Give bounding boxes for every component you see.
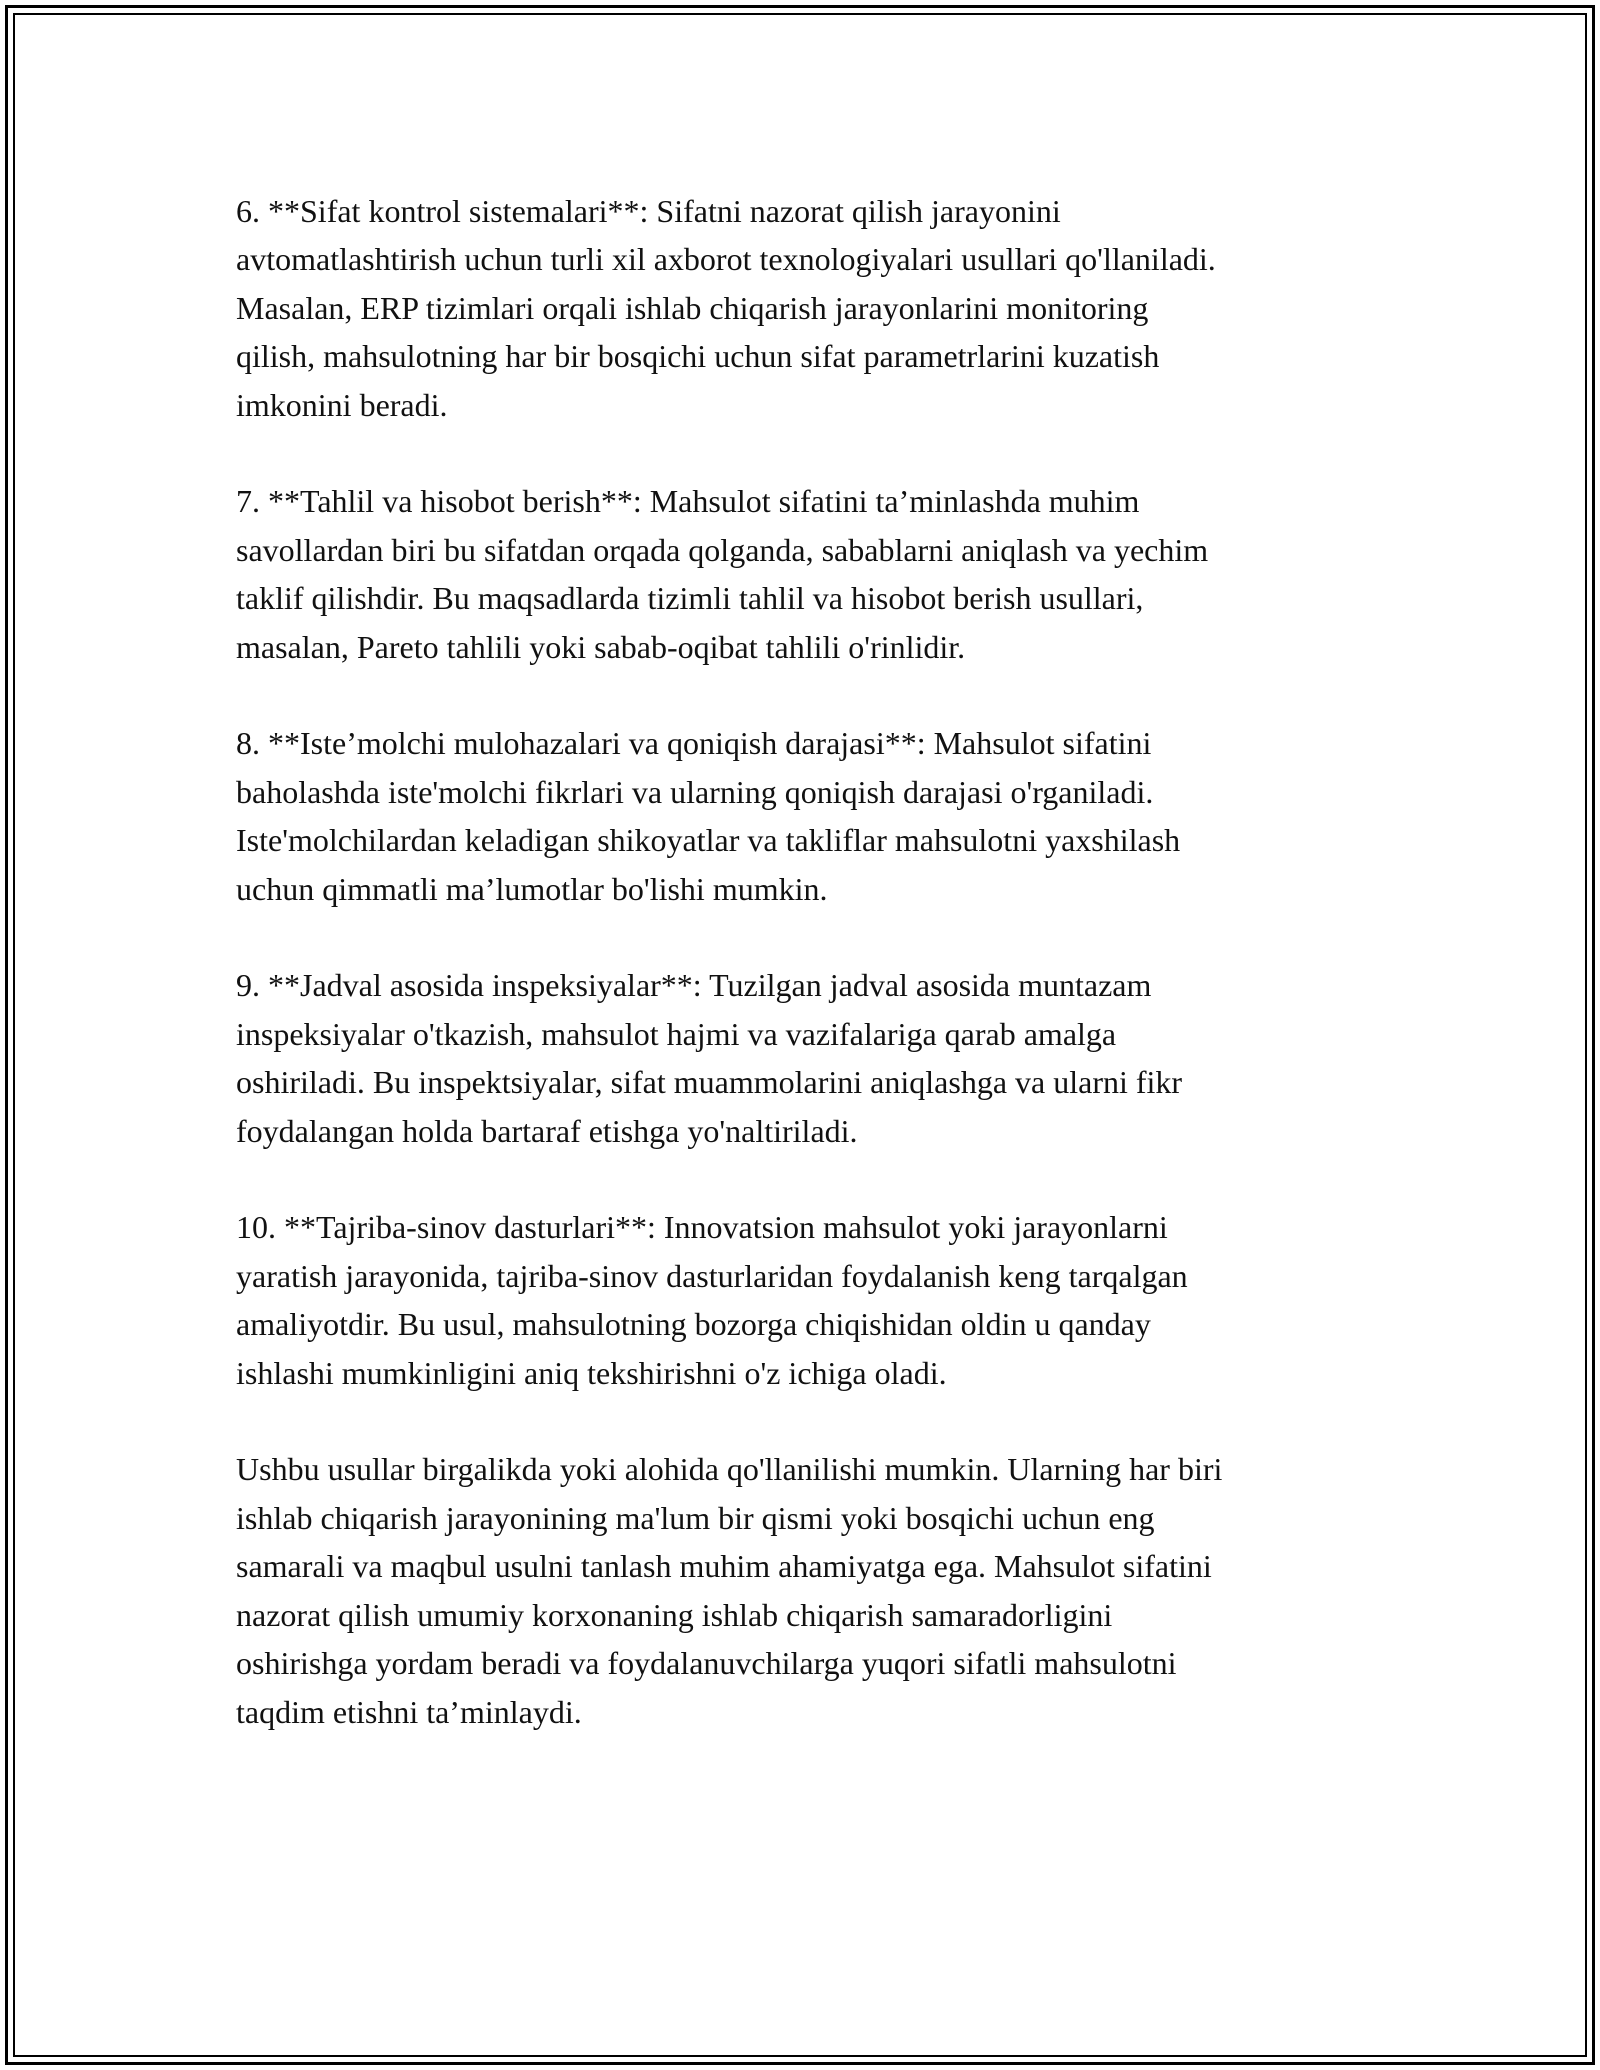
text-line: 9. **Jadval asosida inspeksiyalar**: Tuzilgan jadval asosida muntazam <box>236 967 1152 1004</box>
document-body <box>236 187 1396 1736</box>
text-line: yaratish jarayonida, tajriba-sinov dasturlaridan foydalanish keng tarqalgan <box>236 1257 1188 1294</box>
paragraph-conclusion <box>236 1445 1396 1735</box>
text-line: qilish, mahsulotning har bir bosqichi uchun sifat parametrlarini kuzatish <box>236 338 1160 375</box>
text-line: 7. **Tahlil va hisobot berish**: Mahsulot sifatini ta’minlashda muhim <box>236 483 1140 520</box>
text-line: foydalangan holda bartaraf etishga yo'naltiriladi. <box>236 1112 858 1149</box>
paragraph-8-consumer-feedback <box>236 719 1396 913</box>
text-line: savollardan biri bu sifatdan orqada qolganda, sabablarni aniqlash va yechim <box>236 531 1209 568</box>
text-line: ishlashi mumkinligini aniq tekshirishni o'z ichiga oladi. <box>236 1354 947 1391</box>
text-line: imkonini beradi. <box>236 386 448 423</box>
text-line: Masalan, ERP tizimlari orqali ishlab chiqarish jarayonlarini monitoring <box>236 289 1149 326</box>
text-line: 10. **Tajriba-sinov dasturlari**: Innovatsion mahsulot yoki jarayonlarni <box>236 1209 1168 1246</box>
text-line: avtomatlashtirish uchun turli xil axborot texnologiyalari usullari qo'llaniladi. <box>236 241 1216 278</box>
text-line: Iste'molchilardan keladigan shikoyatlar va takliflar mahsulotni yaxshilash <box>236 822 1181 859</box>
text-line: samarali va maqbul usulni tanlash muhim ahamiyatga ega. Mahsulot sifatini <box>236 1548 1212 1585</box>
text-line: Ushbu usullar birgalikda yoki alohida qo'llanilishi mumkin. Ularning har biri <box>236 1451 1223 1488</box>
text-line: taqdim etishni ta’minlaydi. <box>236 1693 582 1730</box>
text-line: 6. **Sifat kontrol sistemalari**: Sifatni nazorat qilish jarayonini <box>236 193 1061 229</box>
text-line: oshirishga yordam beradi va foydalanuvchilarga yuqori sifatli mahsulotni <box>236 1645 1177 1682</box>
paragraph-6-quality-control-systems <box>236 187 1396 429</box>
paragraph-10-pilot-programs <box>236 1203 1396 1397</box>
text-line: oshiriladi. Bu inspektsiyalar, sifat muammolarini aniqlashga va ularni fikr <box>236 1064 1183 1101</box>
text-line: taklif qilishdir. Bu maqsadlarda tizimli tahlil va hisobot berish usullari, <box>236 580 1144 617</box>
text-line: amaliyotdir. Bu usul, mahsulotning bozorga chiqishidan oldin u qanday <box>236 1306 1151 1343</box>
text-line: nazorat qilish umumiy korxonaning ishlab chiqarish samaradorligini <box>236 1596 1113 1633</box>
text-line: inspeksiyalar o'tkazish, mahsulot hajmi va vazifalariga qarab amalga <box>236 1015 1117 1052</box>
text-line: masalan, Pareto tahlili yoki sabab-oqibat tahlili o'rinlidir. <box>236 628 966 665</box>
paragraph-9-scheduled-inspections <box>236 961 1396 1155</box>
text-line: uchun qimmatli ma’lumotlar bo'lishi mumkin. <box>236 870 828 907</box>
text-line: baholashda iste'molchi fikrlari va ularning qoniqish darajasi o'rganiladi. <box>236 773 1154 810</box>
text-line: ishlab chiqarish jarayonining ma'lum bir qismi yoki bosqichi uchun eng <box>236 1499 1155 1536</box>
text-line: 8. **Iste’molchi mulohazalari va qoniqish darajasi**: Mahsulot sifatini <box>236 725 1152 762</box>
paragraph-7-analysis-reporting <box>236 477 1396 671</box>
